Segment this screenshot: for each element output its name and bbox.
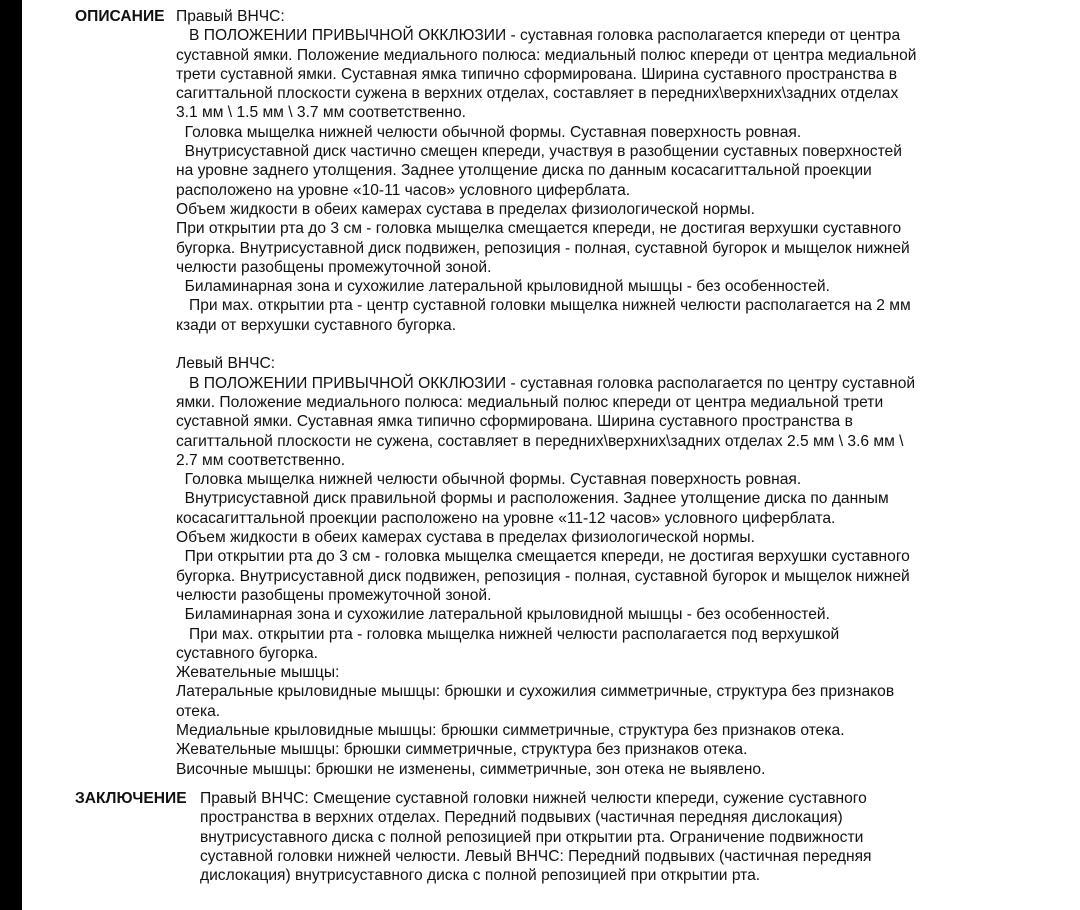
text-line: В ПОЛОЖЕНИИ ПРИВЫЧНОЙ ОККЛЮЗИИ - суставная головка располагается по центру суставной bbox=[176, 374, 916, 392]
text-line: на уровне заднего утолщения. Заднее утолщение диска по данным косасагиттальной проекции bbox=[176, 162, 872, 180]
text-line: суставной головки нижней челюсти. Левый ВНЧС: Передний подвывих (частичная передняя bbox=[200, 847, 872, 865]
description-body bbox=[176, 7, 1076, 779]
text-line: 3.1 мм \ 1.5 мм \ 3.7 мм соответственно. bbox=[176, 104, 466, 122]
text-line: Жевательные мышцы: брюшки симметричные, структура без признаков отека. bbox=[176, 741, 748, 759]
text-line: Жевательные мышцы: bbox=[176, 664, 340, 682]
text-line: суставной ямки. Положение медиального полюса: медиальный полюс кпереди от центра медиальной bbox=[176, 46, 917, 64]
text-line: косасагиттальной проекции расположено на уровне «11-12 часов» условного циферблата. bbox=[176, 509, 836, 527]
text-line: Височные мышцы: брюшки не изменены, симметричные, зон отека не выявлено. bbox=[176, 760, 766, 778]
text-line: При мах. открытии рта - центр суставной головки мыщелка нижней челюсти располагается на 2 мм bbox=[176, 297, 911, 315]
text-line: бугорка. Внутрисуставной диск подвижен, репозиция - полная, суставной бугорок и мыщелок нижней bbox=[176, 239, 910, 257]
text-line: суставной ямки. Суставная ямка типично сформирована. Ширина суставного пространства в bbox=[176, 413, 853, 431]
text-line: сагиттальной плоскости не сужена, составляет в передних\верхних\задних отделах 2.5 мм \ 3.6 мм \ bbox=[176, 432, 904, 450]
text-line: Левый ВНЧС: bbox=[176, 355, 276, 373]
text-line: При мах. открытии рта - головка мыщелка нижней челюсти располагается под верхушкой bbox=[176, 625, 840, 643]
text-line: При открытии рта до 3 см - головка мыщелка смещается кпереди, не достигая верхушки суставного bbox=[176, 548, 910, 566]
text-line: ямки. Положение медиального полюса: медиальный полюс кпереди от центра медиальной трети bbox=[176, 393, 884, 411]
text-line: суставного бугорка. bbox=[176, 644, 319, 662]
text-line: кзади от верхушки суставного бугорка. bbox=[176, 316, 457, 334]
text-line: При открытии рта до 3 см - головка мыщелка смещается кпереди, не достигая верхушки суставного bbox=[176, 220, 902, 238]
text-line: трети суставной ямки. Суставная ямка типично сформирована. Ширина суставного пространства в bbox=[176, 65, 898, 83]
conclusion-body bbox=[200, 789, 1060, 885]
text-line: Медиальные крыловидные мышцы: брюшки симметричные, структура без признаков отека. bbox=[176, 721, 845, 739]
text-line: бугорка. Внутрисуставной диск подвижен, репозиция - полная, суставной бугорок и мыщелок нижней bbox=[176, 567, 910, 585]
text-line: Биламинарная зона и сухожилие латеральной крыловидной мышцы - без особенностей. bbox=[176, 606, 830, 624]
text-line: В ПОЛОЖЕНИИ ПРИВЫЧНОЙ ОККЛЮЗИИ - суставная головка располагается кпереди от центра bbox=[176, 27, 901, 45]
text-line: расположено на уровне «10-11 часов» условного циферблата. bbox=[176, 181, 631, 199]
text-line: пространства в верхних отделах. Передний подвывих (частичная передняя дислокация) bbox=[200, 809, 843, 827]
text-line: Биламинарная зона и сухожилие латеральной крыловидной мышцы - без особенностей. bbox=[176, 278, 830, 296]
text-line: Головка мыщелка нижней челюсти обычной формы. Суставная поверхность ровная. bbox=[176, 471, 802, 489]
text-line: Объем жидкости в обеих камерах сустава в пределах физиологической нормы. bbox=[176, 529, 755, 547]
text-line: Латеральные крыловидные мышцы: брюшки и сухожилия симметричные, структура без признаков bbox=[176, 683, 895, 701]
text-line: дислокация) внутрисуставного диска с полной репозицией при открытии рта. bbox=[200, 867, 761, 885]
conclusion-label: ЗАКЛЮЧЕНИЕ bbox=[75, 790, 187, 807]
text-line: челюсти разобщены промежуточной зоной. bbox=[176, 258, 492, 276]
description-label: ОПИСАНИЕ bbox=[75, 8, 165, 25]
text-line: Правый ВНЧС: bbox=[176, 8, 285, 25]
text-line: Внутрисуставной диск правильной формы и расположения. Заднее утолщение диска по данным bbox=[176, 490, 889, 508]
text-line: Головка мыщелка нижней челюсти обычной формы. Суставная поверхность ровная. bbox=[176, 123, 802, 141]
text-line: 2.7 мм соответственно. bbox=[176, 451, 346, 469]
text-line: сагиттальной плоскости сужена в верхних отделах, составляет в передних\верхних\задних отделах bbox=[176, 85, 899, 103]
report-page bbox=[22, 0, 1080, 910]
text-line: внутрисуставного диска с полной репозицией при открытии рта. Ограничение подвижности bbox=[200, 828, 864, 846]
text-line: отека. bbox=[176, 702, 221, 720]
text-line: Внутрисуставной диск частично смещен кпереди, участвуя в разобщении суставных поверхностей bbox=[176, 143, 902, 161]
text-line: Правый ВНЧС: Смещение суставной головки нижней челюсти кпереди, сужение суставного bbox=[200, 790, 867, 807]
text-line: челюсти разобщены промежуточной зоной. bbox=[176, 586, 492, 604]
text-line: Объем жидкости в обеих камерах сустава в пределах физиологической нормы. bbox=[176, 200, 755, 218]
text-line bbox=[176, 335, 1076, 354]
